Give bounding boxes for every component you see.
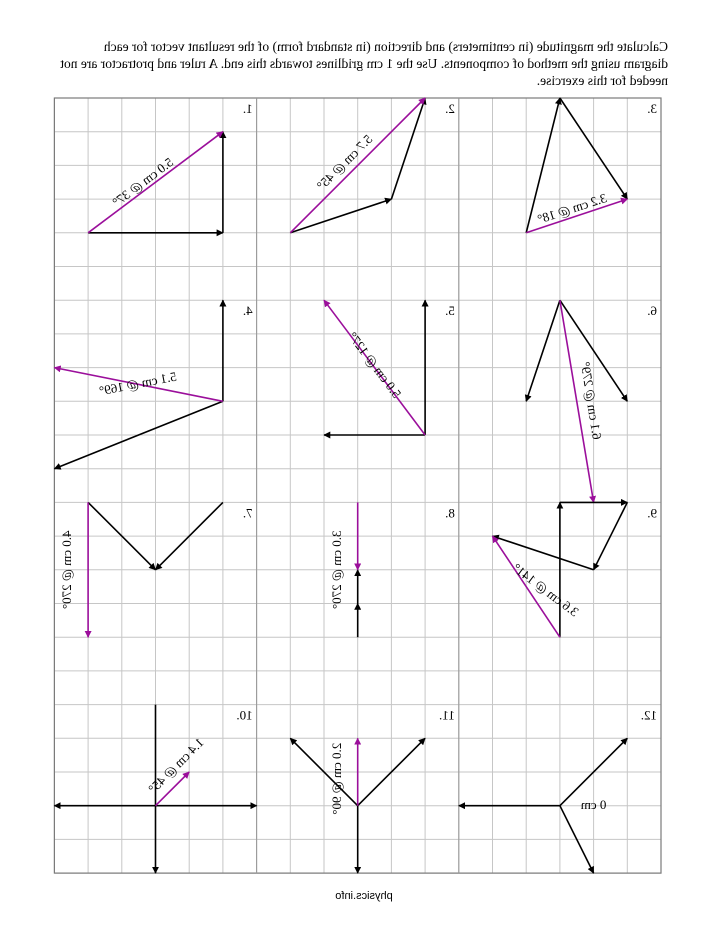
answer-label: 5.1 cm @ 169° [97,368,178,399]
answer-label: 5.7 cm @ 45° [313,131,376,193]
problem-number: 3. [647,101,657,116]
answer-label: 1.4 cm @ 45° [145,734,207,797]
vector-arrow [391,98,425,199]
problem-number: 7. [242,505,253,521]
vector-arrow [290,199,391,233]
problem-number: 8. [445,505,455,521]
problem-number: 11. [439,707,455,723]
problem-number: 5. [445,303,455,319]
problem-number: 9. [647,505,657,521]
problem-number: 12. [640,707,657,723]
problem-number: 1. [242,101,253,116]
answer-label: 5.0 cm @ 127° [345,329,405,401]
problem-number: 2. [445,101,455,116]
footer-credit: physics.info [335,890,393,902]
answer-label: 3.0 cm @ 270° [328,530,344,610]
instructions-text: Calculate the magnitude (in centimeters) and direction (in standard form) of the resultant vector for each diagram using the method of components. Use the 1 cm gridlines towards this end. A ruler and protractor are not needed for this exercise. [60,39,668,88]
vector-arrow [526,300,560,401]
problem-number: 4. [242,303,253,319]
answer-label: 4.0 cm @ 270° [59,530,75,610]
problem-number: 10. [236,707,253,723]
vector-arrow [493,536,594,570]
answer-label: 3.6 cm @ 141° [509,560,582,620]
answer-label: 3.2 cm @ 18° [535,190,609,227]
answer-label: 5.0 cm @ 37° [109,154,176,210]
answer-label: 6.1 cm @ 279° [577,360,605,441]
problem-number: 6. [647,303,657,319]
answer-label: 0 cm [580,797,607,813]
answer-label: 2.0 cm @ 90° [328,742,344,815]
